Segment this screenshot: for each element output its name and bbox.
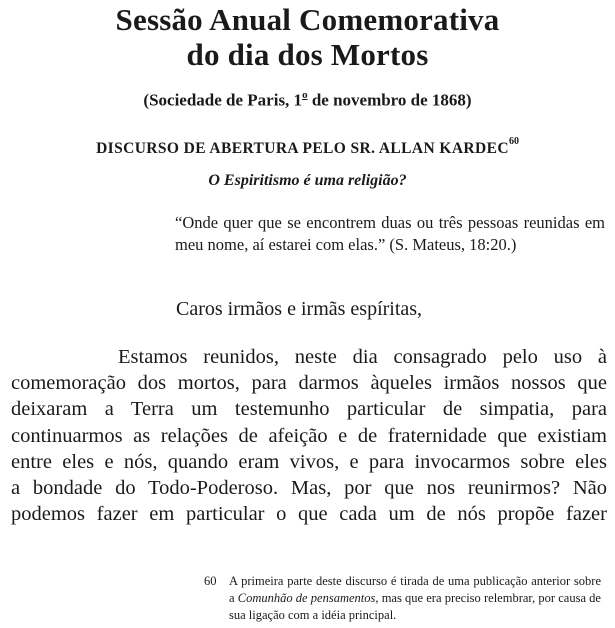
paragraph-line: a bondade do Todo-Poderoso. Mas, por que nos reunirmos? Não [11,476,607,499]
footnote-text [229,573,601,624]
paragraph-line: Estamos reunidos, neste dia consagrado pelo uso à [118,346,607,368]
section-heading [0,134,615,160]
paragraph-line: comemoração dos mortos, para darmos àqueles irmãos nossos que [11,372,607,395]
greeting: Caros irmãos e irmãs espíritas, [176,298,423,320]
subtitle-after: de novembro de 1868) [307,90,472,110]
paragraph-line: entre eles e nós, quando eram vivos, e para invocarmos sobre eles [11,450,607,473]
subtitle [0,85,615,112]
body-paragraph [11,344,607,527]
paragraph-line: continuarmos as relações de afeição e de fraternidade que existiam [11,424,607,447]
footnote-text-after: , mas que era preciso relembrar, por causa de sua ligação com a idéia principal. [229,591,601,622]
subtitle-before: (Sociedade de Paris, 1 [143,90,303,110]
footnote-text-before: A primeira parte deste discurso é tirada de uma publicação anterior sobre a [229,574,601,605]
footnote-reference[interactable]: 60 [508,136,519,147]
paragraph-line: podemos fazer em particular o que cada um de nós propõe fazer [11,503,607,526]
title-line-2: do dia dos Mortos [186,37,429,72]
paragraph-line: deixaram a Terra um testemunho particular de simpatia, para [11,398,607,421]
section-heading-text: DISCURSO DE ABERTURA PELO SR. ALLAN KARDEC [96,140,509,158]
section-question: O Espiritismo é uma religião? [208,172,407,189]
title-line-1: Sessão Anual Comemorativa [115,2,500,37]
subtitle-ordinal: o [302,89,308,101]
footnote-italic-title: Comunhão de pensamentos [237,591,376,605]
epigraph-quote: “Onde quer que se encontrem duas ou três pessoas reunidas em meu nome, aí estarei com elas.” (S. Mateus, 18:20.) [175,213,605,254]
footnote-number: 60 [204,574,217,588]
